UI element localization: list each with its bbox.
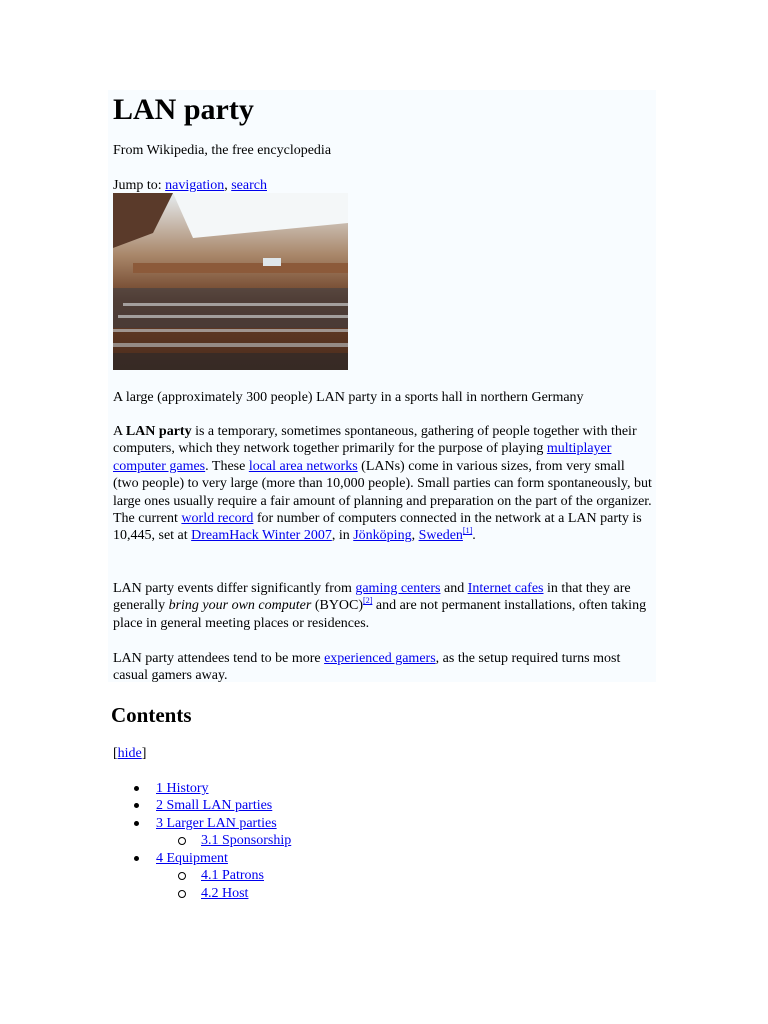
jump-to-label: Jump to: <box>113 178 166 193</box>
bullet-icon <box>134 821 139 826</box>
link-internet-cafes[interactable]: Internet cafes <box>467 581 544 596</box>
toc-item-equipment[interactable]: 4 Equipment <box>156 851 228 866</box>
link-gaming-centers[interactable]: gaming centers <box>355 581 441 596</box>
para2-text: (BYOC) <box>311 598 364 614</box>
toc-item-small-lan-parties[interactable]: 2 Small LAN parties <box>156 798 273 813</box>
para1-text: (LANs) come in various sizes, from very small (two people) to very large (more than 10,000 people). Small parties can form spontaneously, but large ones usually require a fair amount of planning and preparation on the part of the organizer. The current <box>113 458 652 527</box>
toc-item-larger-lan-parties[interactable]: 3 Larger LAN parties <box>156 816 277 831</box>
link-local-area-networks[interactable]: local area networks <box>248 458 358 474</box>
lan-party-photo[interactable] <box>113 193 348 370</box>
circle-bullet-icon <box>178 837 186 845</box>
jump-search-link[interactable]: search <box>231 178 267 193</box>
bullet-icon <box>134 856 139 861</box>
contents-heading: Contents <box>111 703 192 727</box>
page-title: LAN party <box>113 93 254 126</box>
para2-text: and <box>440 581 468 596</box>
para2-italic: bring your own computer <box>168 598 312 614</box>
reference-2[interactable]: [2] <box>363 596 373 606</box>
para1-text: . These <box>205 458 249 474</box>
attendees-paragraph <box>113 650 653 685</box>
para1-text: . <box>472 528 476 544</box>
para2-text: in that they are generally <box>113 581 631 614</box>
tagline: From Wikipedia, the free encyclopedia <box>113 143 332 158</box>
link-multiplayer-computer-games[interactable]: multiplayer computer games <box>113 441 612 474</box>
link-jonkoping[interactable]: Jönköping <box>353 528 412 544</box>
jump-separator: , <box>224 178 232 193</box>
link-world-record[interactable]: world record <box>181 511 254 527</box>
byoc-paragraph <box>113 580 653 632</box>
toc-item-sponsorship[interactable]: 3.1 Sponsorship <box>201 833 292 848</box>
toc-bracket: ] <box>141 746 147 761</box>
para1-text: for number of computers connected in the network at a LAN party is 10,445, set at <box>113 511 642 544</box>
intro-paragraph <box>113 423 653 545</box>
bullet-icon <box>134 786 139 791</box>
toc-item-patrons[interactable]: 4.1 Patrons <box>201 868 264 883</box>
link-dreamhack-winter-2007[interactable]: DreamHack Winter 2007 <box>191 528 332 544</box>
toc-toggle <box>113 745 653 762</box>
toc-item-host[interactable]: 4.2 Host <box>201 886 249 901</box>
bullet-icon <box>134 803 139 808</box>
para1-text: is a temporary, sometimes spontaneous, gathering of people together with their computers, which they network together primarily for the purpose of playing <box>113 424 637 457</box>
toc-hide-link[interactable]: hide <box>117 746 142 761</box>
para3-text: , as the setup required turns most casual gamers away. <box>113 651 621 684</box>
para3-text: LAN party attendees tend to be more <box>113 651 325 666</box>
image-caption: A large (approximately 300 people) LAN party in a sports hall in northern Germany <box>113 390 584 405</box>
toc-item-history[interactable]: 1 History <box>156 781 209 796</box>
jump-to-line <box>113 177 653 194</box>
link-experienced-gamers[interactable]: experienced gamers <box>324 651 436 666</box>
toc-bracket: [ <box>113 746 118 761</box>
para1-text: A <box>113 424 126 439</box>
para1-text: , in <box>331 528 354 544</box>
circle-bullet-icon <box>178 890 186 898</box>
reference-1[interactable]: [1] <box>462 526 473 536</box>
para2-text: and are not permanent installations, often taking place in general meeting places or residences. <box>113 598 647 631</box>
para1-text: , <box>411 528 419 544</box>
para1-bold-term: LAN party <box>125 424 192 439</box>
jump-navigation-link[interactable]: navigation <box>165 178 225 193</box>
link-sweden[interactable]: Sweden <box>418 528 463 544</box>
circle-bullet-icon <box>178 872 186 880</box>
para2-text: LAN party events differ significantly from <box>113 581 356 596</box>
